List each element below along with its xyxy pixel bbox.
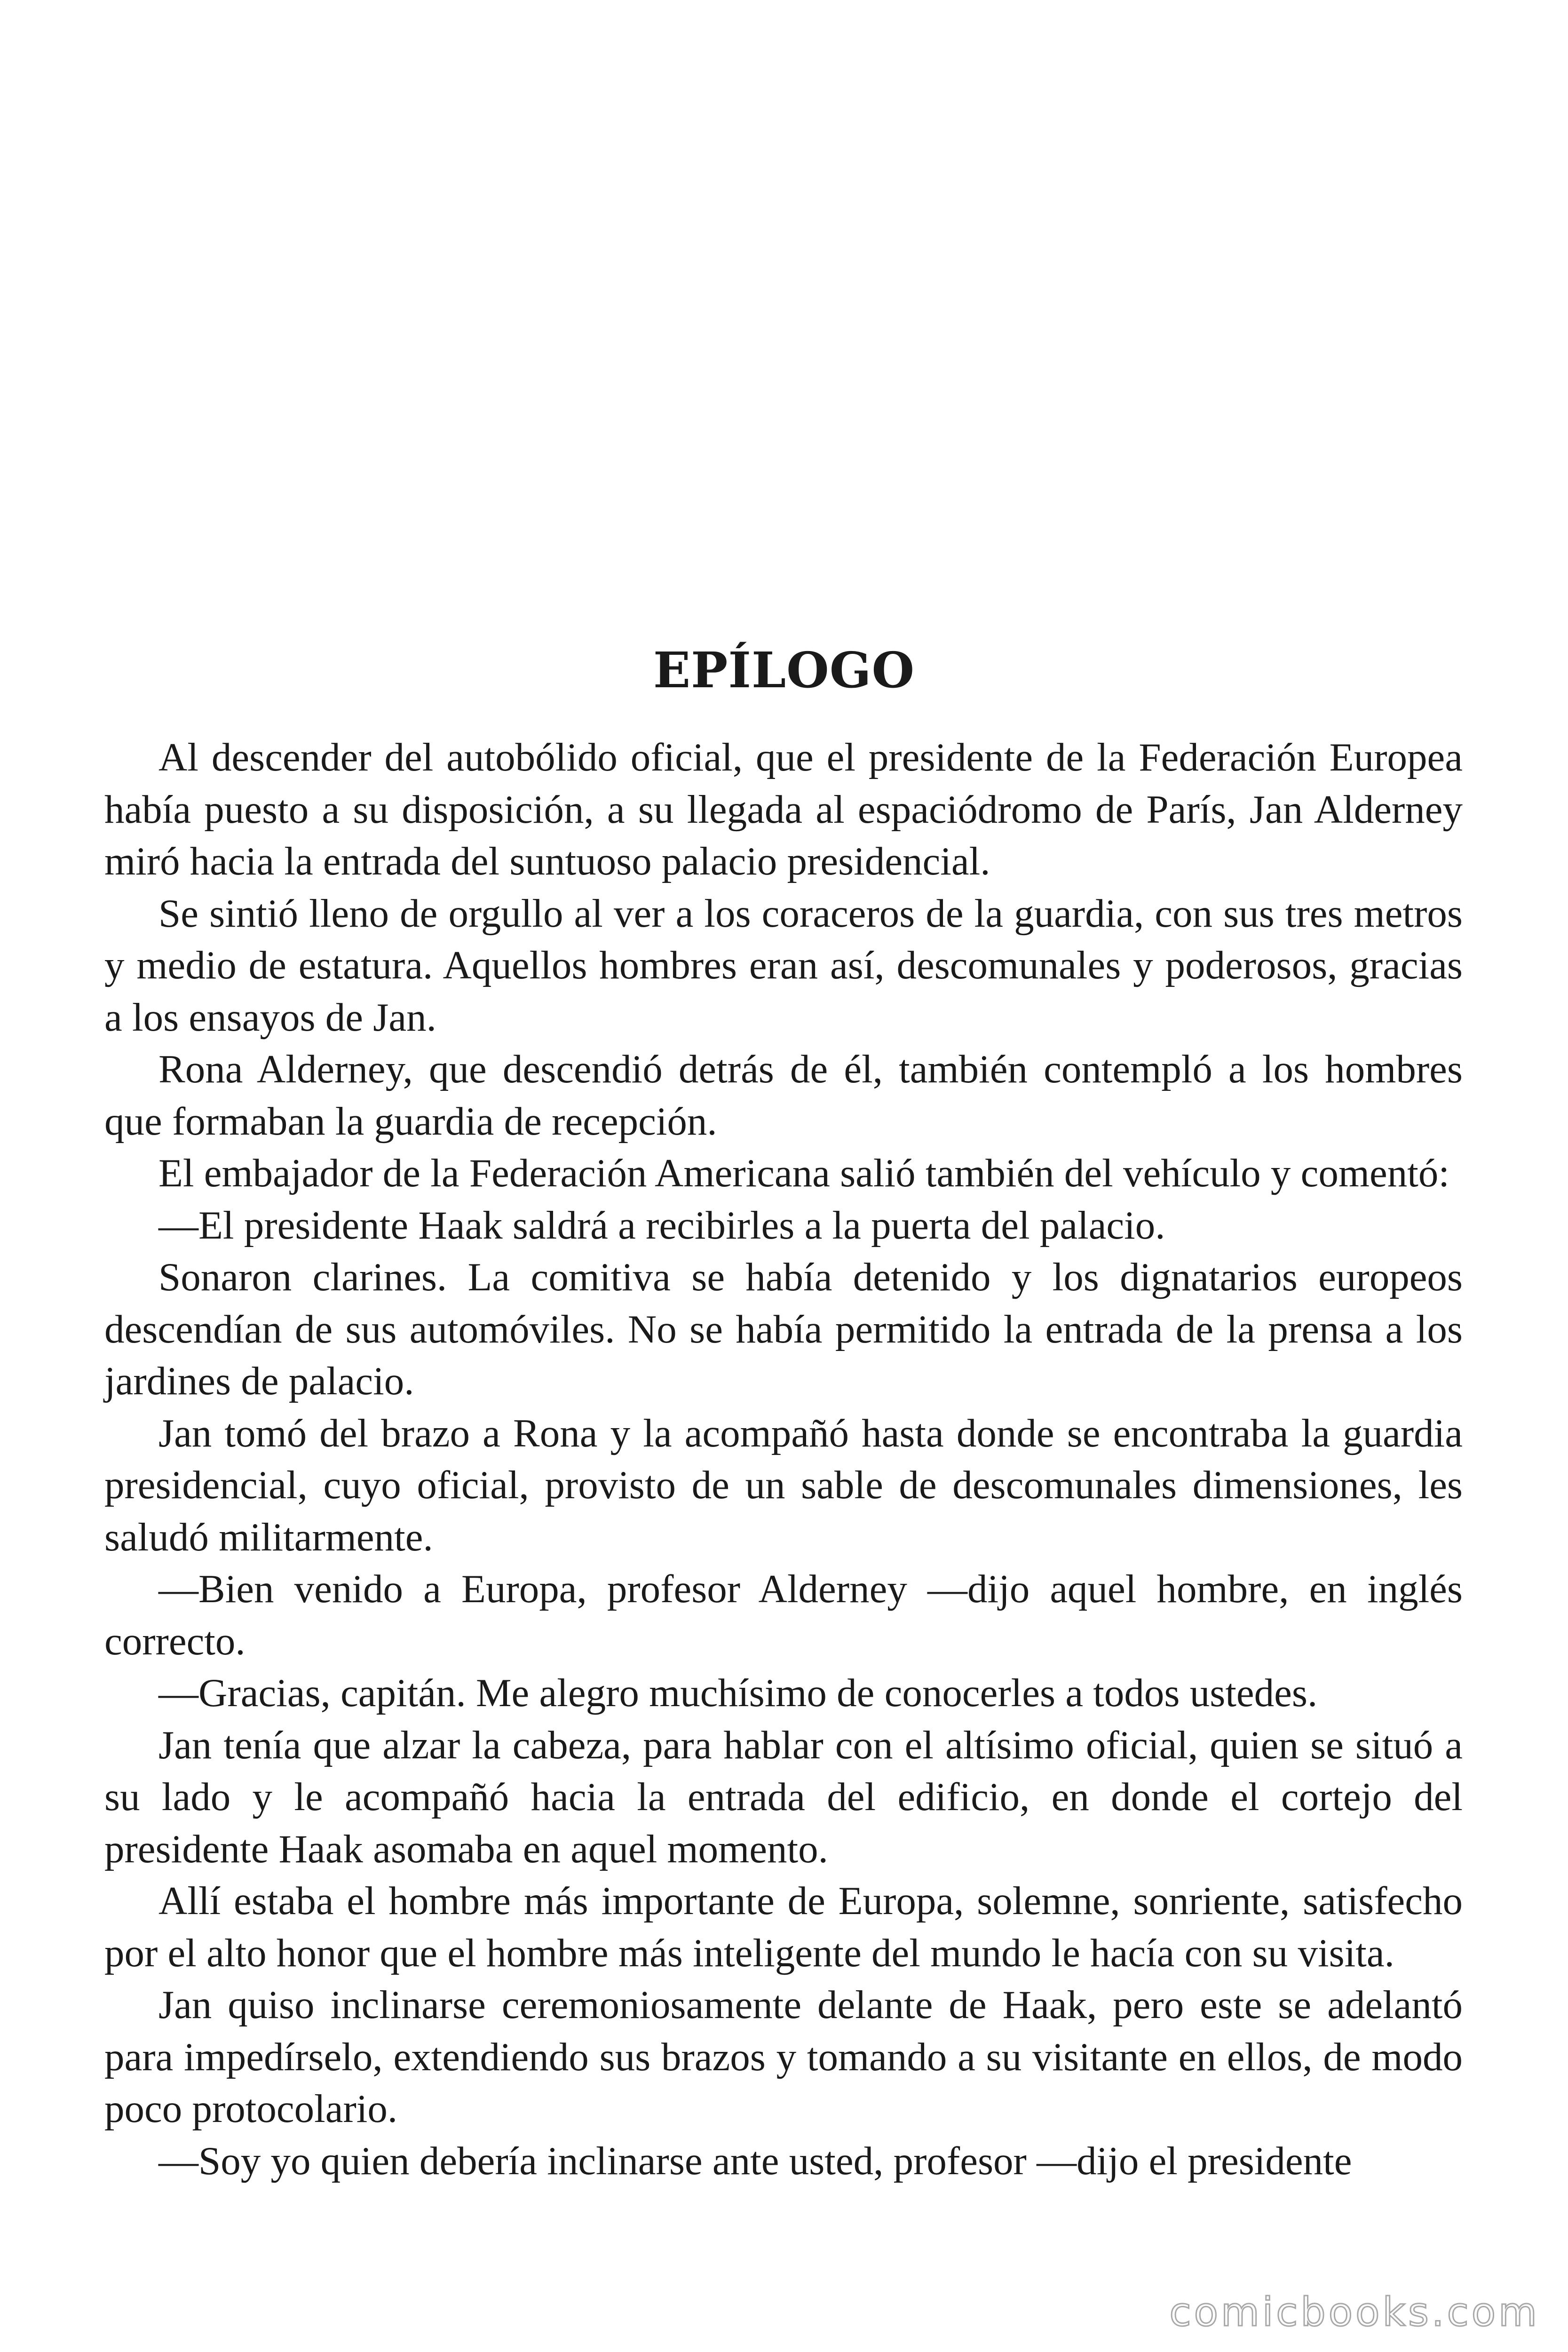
watermark: comicbooks.com	[1169, 2289, 1540, 2335]
paragraph: Sonaron clarines. La comitiva se había detenido y los dignatarios europeos descendían de sus automóviles. No se había permitido la entrada de la prensa a los jardines de palacio.	[104, 1255, 1463, 1403]
paragraph: Se sintió lleno de orgullo al ver a los coraceros de la guardia, con sus tres metros y medio de estatura. Aquellos hombres eran así, descomunales y poderosos, gracias a los ensayos de Jan.	[104, 891, 1463, 1040]
paragraph: Al descender del autobólido oficial, que el presidente de la Federación Europea había puesto a su disposición, a su llegada al espaciódromo de París, Jan Alderney miró hacia la entrada del suntuoso palacio presidencial.	[104, 735, 1463, 883]
dialogue-line: —El presidente Haak saldrá a recibirles a la puerta del palacio.	[158, 1203, 1165, 1248]
paragraph: Jan tomó del brazo a Rona y la acompañó hasta donde se encontraba la guardia presidencial, cuyo oficial, provisto de un sable de descomunales dimensiones, les saludó militarmente.	[104, 1411, 1463, 1559]
dialogue-line: —Bien venido a Europa, profesor Alderney —dijo aquel hombre, en inglés correcto.	[104, 1567, 1463, 1663]
chapter-body	[104, 731, 1463, 2187]
paragraph: Allí estaba el hombre más importante de Europa, solemne, sonriente, satisfecho por el alto honor que el hombre más inteligente del mundo le hacía con su visita.	[104, 1879, 1463, 1975]
paragraph: El embajador de la Federación Americana salió también del vehículo y comentó:	[158, 1151, 1449, 1195]
paragraph: Jan tenía que alzar la cabeza, para hablar con el altísimo oficial, quien se situó a su lado y le acompañó hacia la entrada del edificio, en donde el cortejo del presidente Haak asomaba en aquel momento.	[104, 1723, 1463, 1871]
dialogue-line: —Gracias, capitán. Me alegro muchísimo de conocerles a todos ustedes.	[158, 1671, 1318, 1715]
chapter-title: EPÍLOGO	[653, 641, 915, 699]
dialogue-line: —Soy yo quien debería inclinarse ante usted, profesor —dijo el presidente	[158, 2138, 1352, 2183]
paragraph: Rona Alderney, que descendió detrás de él, también contempló a los hombres que formaban la guardia de recepción.	[104, 1047, 1463, 1144]
paragraph: Jan quiso inclinarse ceremoniosamente delante de Haak, pero este se adelantó para impedírselo, extendiendo sus brazos y tomando a su visitante en ellos, de modo poco protocolario.	[104, 1983, 1463, 2131]
